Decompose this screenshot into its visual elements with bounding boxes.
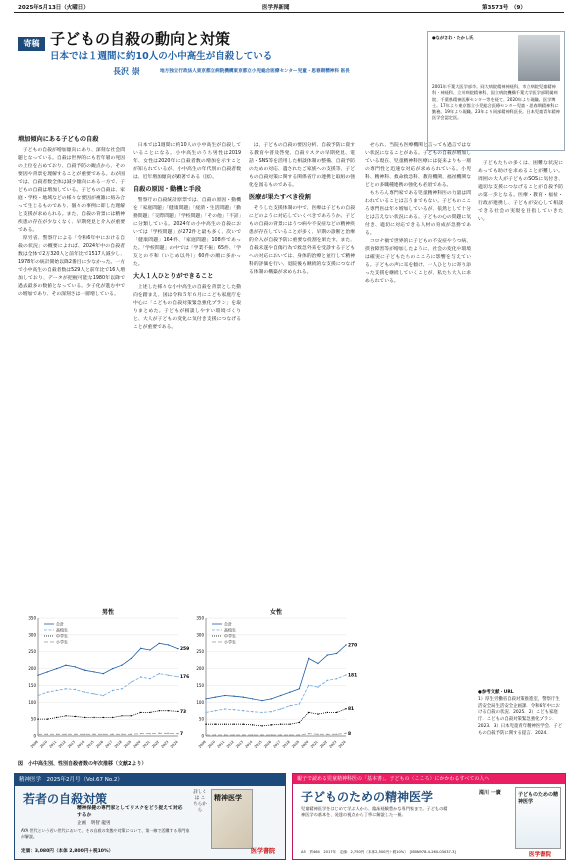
column-4 [365, 142, 471, 702]
column-5 [478, 160, 563, 700]
data-point [37, 675, 38, 676]
ad-journal-tagline: 精神保健の専門家としてリスクをどう捉えて対応するか [77, 806, 183, 818]
ad-book[interactable] [292, 773, 566, 860]
data-point [84, 717, 85, 718]
y-tick-label: 100 [196, 699, 204, 705]
data-point [205, 724, 206, 725]
data-point [336, 678, 337, 679]
x-tick-label: 2019 [291, 739, 301, 749]
x-tick-label: 2017 [272, 739, 282, 749]
data-point [75, 734, 76, 735]
data-point [75, 716, 76, 717]
x-tick-label: 2009 [29, 739, 39, 749]
data-point [233, 734, 234, 735]
data-point [280, 708, 281, 709]
data-point [84, 691, 85, 692]
ad-book-band: 親子で読める児童精神科医の「基本書」。子どもの〈こころ〉にかかわるすべての人へ [293, 774, 565, 784]
x-tick-label: 2023 [328, 739, 338, 749]
data-point [47, 671, 48, 672]
data-point [261, 700, 262, 701]
ad-journal-cover-title: 精神医学 [214, 794, 242, 802]
data-point [327, 654, 328, 655]
ad-journal-cover [211, 789, 253, 849]
chart-title: 女性 [269, 609, 283, 616]
data-point [327, 680, 328, 681]
y-tick-label: 350 [196, 615, 204, 621]
data-point [103, 734, 104, 735]
series-line-0 [38, 643, 178, 675]
data-point [261, 725, 262, 726]
data-point [75, 689, 76, 690]
data-point [56, 668, 57, 669]
chart-title: 男性 [101, 609, 115, 616]
ad-journal-price: 定価：3,080円（本体 2,800円＋税10%） [21, 849, 114, 854]
x-tick-label: 2018 [113, 739, 123, 749]
data-point [252, 698, 253, 699]
y-tick-label: 250 [28, 649, 36, 655]
data-point [317, 663, 318, 664]
section-heading: 自殺の原因・動機と手段 [133, 186, 202, 193]
data-point [271, 734, 272, 735]
data-point [280, 724, 281, 725]
data-point [215, 710, 216, 711]
paragraph: 日本では1週間に約10人の小中高生が自殺していることになる。小中高生のうち男性は2019年、女性は2020年に自殺者数の増加を示すことが知られているが、小中高生の年代別の自殺者数は、近年増加傾向が顕著である（図）。 [133, 143, 241, 180]
data-point [56, 690, 57, 691]
data-point [149, 733, 150, 734]
data-point [215, 724, 216, 725]
data-point [261, 734, 262, 735]
data-point [121, 688, 122, 689]
y-tick-label: 100 [28, 699, 36, 705]
paragraph: は、子どもの自殺の要因分析、自殺予防に資する教育や普及啓発、自殺リスクの早期発見、電話・SNS等を活用した相談体制の整備、自殺予防のための対応、遺されたご家族への支援等、子どもの自殺対策に関する関係省庁の連携と取組の強化を図るものである。 [249, 143, 355, 188]
x-tick-label: 2010 [207, 739, 217, 749]
ad-book-author: 滝川 一廣 [479, 790, 501, 796]
data-point [308, 685, 309, 686]
y-tick-label: 200 [196, 666, 204, 672]
y-tick-label: 300 [28, 632, 36, 638]
data-point [224, 724, 225, 725]
data-point [243, 724, 244, 725]
data-point [37, 695, 38, 696]
header-paper: 医学界新聞 [262, 5, 290, 11]
x-tick-label: 2024 [337, 739, 347, 749]
data-point [345, 674, 346, 675]
header-rule [14, 12, 564, 13]
x-tick-label: 2013 [235, 739, 245, 749]
data-point [252, 724, 253, 725]
data-point [289, 705, 290, 706]
data-point [140, 648, 141, 649]
legend-entry: 合計 [56, 621, 64, 627]
data-point [205, 698, 206, 699]
data-point [112, 690, 113, 691]
data-point [252, 711, 253, 712]
paragraph: 上述した様々な小中高生の自殺を背景とした動向を踏まえ、国は令和５年６月にこども家庭庁を中心に「こどもの自殺対策緊急強化プラン」を取りまとめた。子どもが相談しやすい環境づくりと、大人が子どもの変化に気付き支援につなげることが重要である。 [133, 285, 241, 330]
y-tick-label: 150 [28, 682, 36, 688]
chart-female [196, 608, 357, 749]
data-point [177, 648, 178, 649]
data-point [93, 717, 94, 718]
author-photo [518, 35, 560, 81]
data-point [233, 724, 234, 725]
data-point [149, 678, 150, 679]
data-point [299, 703, 300, 704]
data-label: 8 [348, 731, 352, 737]
data-point [233, 696, 234, 697]
data-point [75, 666, 76, 667]
data-point [336, 712, 337, 713]
data-point [299, 688, 300, 689]
legend-entry: 合計 [224, 621, 232, 627]
y-tick-label: 150 [196, 682, 204, 688]
x-tick-label: 2017 [104, 739, 114, 749]
data-point [93, 734, 94, 735]
ad-journal[interactable] [14, 773, 286, 860]
author-affiliation: 地方独立行政法人東京都立病院機構東京都立小児総合医療センター児童・思春期精神科 医長 [160, 69, 350, 74]
data-point [280, 695, 281, 696]
data-point [177, 733, 178, 734]
data-point [243, 710, 244, 711]
data-point [65, 688, 66, 689]
article-tag: 寄稿 [18, 37, 45, 51]
ad-journal-editor: 企画 明智 龍男 [77, 821, 111, 826]
data-point [121, 715, 122, 716]
series-line-0 [206, 645, 346, 701]
section-heading: 医療が果たすべき役割 [249, 194, 311, 201]
header-issue: 第3573号 （9） [482, 5, 526, 11]
bio-head: ●ながさわ・たかし氏 [432, 35, 474, 40]
data-point [215, 697, 216, 698]
data-point [299, 734, 300, 735]
x-tick-label: 2015 [253, 739, 263, 749]
section-heading: 大人１人ひとりができること [133, 273, 214, 280]
data-point [65, 734, 66, 735]
x-tick-label: 2012 [57, 739, 67, 749]
data-label: 270 [348, 643, 358, 649]
data-point [37, 734, 38, 735]
paragraph: せられ、当院も医療機関と言っても過言ではない状況になることがある。子どもの自殺が増加している現在、児童精神科医療には従来よりも一層の専門性と迅速な対応が求められている。小児科、精神科、救命救急科、教育機関、福祉機関などとの多職種連携の強化も必須である。 [365, 143, 471, 188]
article-author: 長沢 崇 [113, 67, 140, 76]
legend-entry: 小学生 [56, 639, 68, 645]
references-body: 1）厚生労働省自殺対策推進室，警察庁生活安全局生活安全企画課．令和6年中における自殺の状況．2025．2）こども家庭庁．こどもの自殺対策緊急強化プラン．2023．3）日本児童青年精神医学会．子どもの自殺予防に関する提言．2024． [478, 696, 563, 736]
data-point [140, 712, 141, 713]
data-point [131, 715, 132, 716]
ad-journal-title: 若者の自殺対策 [23, 792, 108, 806]
x-tick-label: 2010 [39, 739, 49, 749]
data-point [112, 668, 113, 669]
data-point [345, 644, 346, 645]
paragraph: 警察庁の自殺統計原票では、自殺の原因・動機を「家庭問題」「健康問題」「経済・生活問題」「勤務問題」「交際問題」「学校問題」「その他」「不詳」に分類している。2024年の小中高生の自殺においては「学校問題」が272件と最も多く、次いで「健康問題」164件、「家庭問題」108件であった。「学校問題」の中では「学業不振」65件、「学友との不和（いじめ以外）」60件の順に多かった。 [133, 198, 241, 267]
data-point [336, 653, 337, 654]
x-tick-label: 2016 [95, 739, 105, 749]
data-point [93, 693, 94, 694]
data-point [131, 681, 132, 682]
data-point [345, 733, 346, 734]
data-point [252, 734, 253, 735]
x-tick-label: 2012 [225, 739, 235, 749]
series-line-1 [38, 674, 178, 696]
data-point [65, 715, 66, 716]
y-tick-label: 300 [196, 632, 204, 638]
data-point [224, 695, 225, 696]
data-point [336, 734, 337, 735]
data-point [168, 710, 169, 711]
paragraph: コロナ禍で世界的に子どもの不安症やうつ病、摂食障害等が増加したように、社会の変化や環境は確実に子どもたちのこころに影響を与えている。子どもの声に耳を傾け、一人ひとりに寄り添った支援を継続していくことが、私たち大人に求められている。 [365, 239, 471, 284]
data-point [47, 718, 48, 719]
paragraph: 子どもの自殺が増加傾向にあり、深刻な社会問題となっている。自殺は世界的にも若年層の死因の上位を占めており、自殺予防の観点から、その要因や背景を理解することが重要である。わが国では、自殺者数全体は減少傾向にある一方で、子どもの自殺は増加している。子どもの自殺は、家庭・学校・地域などの様々な要因が複雑に絡み合って生じるものであり、個々の事例に即した理解と支援が求められる。また、自殺の背景には精神疾患の存在が少なくなく、早期発見と介入が重要である。 [18, 148, 125, 233]
data-point [159, 643, 160, 644]
data-point [224, 708, 225, 709]
bio-text: 2001年千葉大医学部卒。同大病院精神神経科、市立病院児童精神科・神経科、立川病院精神科、国立病院機構千葉大学医学部附属病院、千葉県精神医療センター等を経て、2020年より現職。医学博士。17年より東京都立小児総合医療センター児童・思春期精神科に勤務。19年より現職。23年より同部精神科医長。日本児童青年精神医学会認定医。 [432, 84, 560, 121]
legend-entry: 小学生 [224, 639, 236, 645]
ad-book-cover-title: 子どものための精神医学 [518, 792, 559, 805]
data-point [327, 734, 328, 735]
data-point [168, 733, 169, 734]
data-point [317, 734, 318, 735]
paragraph: 厚労省、警察庁による「令和6年中における自殺の状況」の概要によれば、2024年中の自殺者数は全体で2万320人と前年比で1517人減少し、1978年の統計開始以降2番目に少なかった。一方で小中高生の自殺者数は529人と前年比で16人増加しており、データが把握可能な1980年以降で過去最多の数値となっている。少子化が進む中での増加であり、その深刻さは一層増している。 [18, 236, 125, 297]
x-tick-label: 2022 [319, 739, 329, 749]
x-tick-label: 2022 [151, 739, 161, 749]
data-point [131, 734, 132, 735]
data-point [308, 712, 309, 713]
ad-book-spec: A5 頁464 2017年 定価：2,750円（本体2,500円＋税10%） [ISBN978-4-260-03037-3] [301, 850, 456, 854]
data-point [149, 649, 150, 650]
series-line-3 [206, 733, 346, 735]
x-tick-label: 2020 [300, 739, 310, 749]
data-point [233, 709, 234, 710]
y-tick-label: 0 [201, 733, 204, 739]
legend-entry: 高校生 [56, 627, 68, 633]
ad-book-cover [515, 787, 561, 849]
x-tick-label: 2019 [123, 739, 133, 749]
paragraph: 子どもたちの多くは、困難な状況にあっても助けを求めることが難しい。周囲の大人が子どものSOSに気付き、適切な支援につなげることが自殺予防の第一歩となる。医療・教育・福祉・行政が連携し、子どもが安心して相談できる社会の実現を目指していきたい。 [478, 161, 563, 222]
article-subtitle: 日本では１週間に約10人の小中高生が自殺している [50, 51, 273, 62]
x-tick-label: 2011 [48, 739, 58, 749]
references [478, 690, 563, 765]
data-point [289, 724, 290, 725]
y-tick-label: 200 [28, 666, 36, 672]
legend-entry: 中学生 [224, 633, 236, 639]
chart-male [28, 608, 189, 749]
data-point [289, 734, 290, 735]
data-point [243, 697, 244, 698]
x-tick-label: 2011 [216, 739, 226, 749]
x-tick-label: 2013 [67, 739, 77, 749]
data-point [65, 665, 66, 666]
x-tick-label: 2014 [76, 739, 86, 749]
legend-entry: 中学生 [56, 633, 68, 639]
data-point [271, 698, 272, 699]
data-point [131, 658, 132, 659]
ad-book-publisher: 医学書院 [529, 852, 552, 858]
data-point [205, 734, 206, 735]
ad-book-title: 子どものための精神医学 [301, 790, 434, 804]
data-point [308, 658, 309, 659]
x-tick-label: 2024 [169, 739, 179, 749]
column-1 [18, 132, 125, 592]
data-point [327, 712, 328, 713]
data-point [317, 686, 318, 687]
data-point [121, 665, 122, 666]
data-label: 176 [180, 675, 190, 681]
data-point [299, 722, 300, 723]
data-point [140, 733, 141, 734]
data-point [47, 691, 48, 692]
chart-caption: 図 小中高生別、性別自殺者数の年次推移（文献2より） [18, 761, 147, 767]
paragraph: もちろん専門家である児童精神科医の力量は問われていることは言うまでもない。子どものこころ専門医は年々増加しているが、依然として十分とは言えない状況にある。子どもの心の問題に気付き、適切に対応できる人材の育成が急務である。 [365, 191, 471, 236]
y-tick-label: 350 [28, 615, 36, 621]
references-head: ●参考文献・URL [478, 690, 514, 695]
x-tick-label: 2018 [281, 739, 291, 749]
data-point [205, 712, 206, 713]
data-label: 73 [180, 709, 187, 715]
header-date: 2025年5月13日（火曜日） [18, 5, 89, 11]
data-point [177, 676, 178, 677]
data-point [84, 670, 85, 671]
column-2 [133, 142, 241, 592]
data-point [37, 718, 38, 719]
data-point [56, 734, 57, 735]
data-point [103, 673, 104, 674]
data-point [177, 711, 178, 712]
data-point [159, 673, 160, 674]
data-point [215, 734, 216, 735]
data-point [280, 734, 281, 735]
author-bio-box [427, 31, 565, 151]
y-tick-label: 250 [196, 649, 204, 655]
x-tick-label: 2020 [132, 739, 142, 749]
data-point [261, 712, 262, 713]
page-header [0, 0, 577, 16]
data-point [103, 695, 104, 696]
data-point [345, 708, 346, 709]
article-title: 子どもの自殺の動向と対策 [50, 30, 231, 48]
data-point [112, 717, 113, 718]
data-point [317, 713, 318, 714]
data-point [168, 675, 169, 676]
data-label: 259 [180, 647, 190, 653]
x-tick-label: 2023 [160, 739, 170, 749]
data-point [103, 717, 104, 718]
data-point [159, 710, 160, 711]
series-line-3 [38, 733, 178, 734]
x-tick-label: 2021 [141, 739, 151, 749]
data-point [289, 691, 290, 692]
data-point [140, 676, 141, 677]
series-line-2 [206, 709, 346, 726]
x-tick-label: 2014 [244, 739, 254, 749]
suicide-trend-chart [18, 604, 358, 758]
ad-journal-band: 精神医学 2025年2月号（Vol.67 No.2） [15, 774, 285, 786]
data-label: 81 [348, 707, 355, 713]
y-tick-label: 50 [30, 716, 36, 722]
x-tick-label: 2009 [197, 739, 207, 749]
data-point [112, 734, 113, 735]
y-tick-label: 0 [33, 733, 36, 739]
data-point [149, 712, 150, 713]
ad-journal-publisher: 医学書院 [251, 848, 276, 855]
data-point [121, 734, 122, 735]
data-point [47, 734, 48, 735]
ad-journal-desc: AYA 世代という若い世代において、その自殺の実態や対策について、第一線で活躍する専門家が解説。 [21, 828, 190, 839]
data-label: 7 [180, 732, 184, 738]
data-label: 181 [348, 673, 358, 679]
ad-journal-side[interactable]: 詳しくは こちらから [193, 790, 207, 813]
ad-book-desc: 児童精神医学をはじめて学ぶ人から、臨床経験豊かな専門家まで。子どもの精神医学の基本を、発達の視点から丁寧に解説した一冊。 [301, 806, 448, 817]
data-point [243, 734, 244, 735]
data-point [93, 671, 94, 672]
data-point [271, 724, 272, 725]
x-tick-label: 2016 [263, 739, 273, 749]
series-line-2 [38, 711, 178, 719]
y-tick-label: 50 [198, 716, 204, 722]
data-point [168, 644, 169, 645]
legend-entry: 高校生 [224, 627, 236, 633]
data-point [84, 734, 85, 735]
section-heading: 増加傾向にある子どもの自殺 [18, 136, 99, 143]
x-tick-label: 2015 [85, 739, 95, 749]
paragraph: そうした支援体制の中で、医療は子どもの自殺にどのように対応していくべきであろうか。子どもの自殺の背景にはうつ病や不安症などの精神疾患が存在していることが多く、早期の診断と治療的介入が自殺予防に重要な役割を果たす。また、自殺未遂や自傷行為で救急外来を受診する子どもへの対応においては、身体的治療と並行して精神科的評価を行い、退院後も継続的な支援につなげる体制の構築が求められる。 [249, 206, 355, 275]
x-tick-label: 2021 [309, 739, 319, 749]
data-point [56, 717, 57, 718]
data-point [308, 733, 309, 734]
data-point [159, 733, 160, 734]
series-line-1 [206, 675, 346, 712]
data-point [224, 734, 225, 735]
data-point [271, 711, 272, 712]
